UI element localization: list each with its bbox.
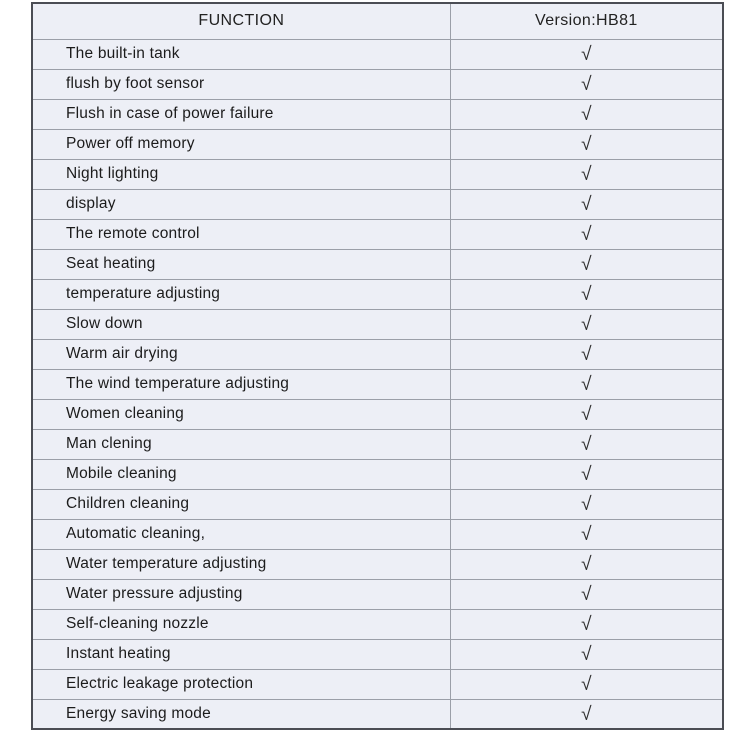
function-cell: Instant heating <box>32 639 450 669</box>
table-row <box>32 549 723 579</box>
table-row <box>32 399 723 429</box>
checkmark-icon: √ <box>581 434 592 455</box>
check-cell <box>450 339 723 369</box>
function-cell: Women cleaning <box>32 399 450 429</box>
table-row <box>32 369 723 399</box>
table-row <box>32 639 723 669</box>
header-row <box>32 3 723 39</box>
checkmark-icon: √ <box>581 104 592 125</box>
function-cell: Automatic cleaning, <box>32 519 450 549</box>
check-cell <box>450 219 723 249</box>
checkmark-icon: √ <box>581 554 592 575</box>
table-row <box>32 159 723 189</box>
table-row <box>32 339 723 369</box>
check-cell <box>450 579 723 609</box>
table-row <box>32 459 723 489</box>
checkmark-icon: √ <box>581 74 592 95</box>
check-cell <box>450 609 723 639</box>
checkmark-icon: √ <box>581 614 592 635</box>
function-cell: Mobile cleaning <box>32 459 450 489</box>
table-row <box>32 219 723 249</box>
table-row <box>32 609 723 639</box>
checkmark-icon: √ <box>581 284 592 305</box>
function-cell: The remote control <box>32 219 450 249</box>
checkmark-icon: √ <box>581 254 592 275</box>
table-header <box>32 3 723 39</box>
checkmark-icon: √ <box>581 164 592 185</box>
table-row <box>32 699 723 729</box>
function-cell: Energy saving mode <box>32 699 450 729</box>
function-cell: Seat heating <box>32 249 450 279</box>
check-cell <box>450 699 723 729</box>
check-cell <box>450 249 723 279</box>
check-cell <box>450 669 723 699</box>
version-column-header: Version:HB81 <box>450 3 723 39</box>
checkmark-icon: √ <box>581 44 592 65</box>
function-cell: display <box>32 189 450 219</box>
checkmark-icon: √ <box>581 344 592 365</box>
table-body <box>32 39 723 729</box>
checkmark-icon: √ <box>581 224 592 245</box>
checkmark-icon: √ <box>581 644 592 665</box>
check-cell <box>450 369 723 399</box>
function-cell: Warm air drying <box>32 339 450 369</box>
table-row <box>32 429 723 459</box>
checkmark-icon: √ <box>581 584 592 605</box>
function-cell: Self-cleaning nozzle <box>32 609 450 639</box>
check-cell <box>450 639 723 669</box>
function-cell: Water temperature adjusting <box>32 549 450 579</box>
check-cell <box>450 159 723 189</box>
table-row <box>32 99 723 129</box>
checkmark-icon: √ <box>581 494 592 515</box>
function-cell: Night lighting <box>32 159 450 189</box>
table-row <box>32 489 723 519</box>
check-cell <box>450 309 723 339</box>
checkmark-icon: √ <box>581 524 592 545</box>
check-cell <box>450 519 723 549</box>
function-cell: Flush in case of power failure <box>32 99 450 129</box>
check-cell <box>450 69 723 99</box>
check-cell <box>450 549 723 579</box>
function-column-header: FUNCTION <box>32 3 450 39</box>
table-row <box>32 249 723 279</box>
table-row <box>32 189 723 219</box>
function-cell: Man clening <box>32 429 450 459</box>
check-cell <box>450 459 723 489</box>
function-cell: Water pressure adjusting <box>32 579 450 609</box>
checkmark-icon: √ <box>581 194 592 215</box>
function-spec-table <box>31 2 724 730</box>
check-cell <box>450 39 723 69</box>
checkmark-icon: √ <box>581 374 592 395</box>
check-cell <box>450 399 723 429</box>
checkmark-icon: √ <box>581 134 592 155</box>
function-cell: Children cleaning <box>32 489 450 519</box>
checkmark-icon: √ <box>581 674 592 695</box>
table-row <box>32 579 723 609</box>
table-row <box>32 669 723 699</box>
table-row <box>32 69 723 99</box>
checkmark-icon: √ <box>581 404 592 425</box>
table-row <box>32 309 723 339</box>
check-cell <box>450 189 723 219</box>
table-row <box>32 279 723 309</box>
check-cell <box>450 279 723 309</box>
table-row <box>32 129 723 159</box>
function-cell: The built-in tank <box>32 39 450 69</box>
function-cell: temperature adjusting <box>32 279 450 309</box>
function-cell: Power off memory <box>32 129 450 159</box>
check-cell <box>450 129 723 159</box>
check-cell <box>450 429 723 459</box>
check-cell <box>450 489 723 519</box>
check-cell <box>450 99 723 129</box>
checkmark-icon: √ <box>581 464 592 485</box>
table-row <box>32 39 723 69</box>
checkmark-icon: √ <box>581 314 592 335</box>
table-row <box>32 519 723 549</box>
function-cell: flush by foot sensor <box>32 69 450 99</box>
function-cell: Slow down <box>32 309 450 339</box>
checkmark-icon: √ <box>581 703 592 725</box>
function-cell: Electric leakage protection <box>32 669 450 699</box>
function-cell: The wind temperature adjusting <box>32 369 450 399</box>
